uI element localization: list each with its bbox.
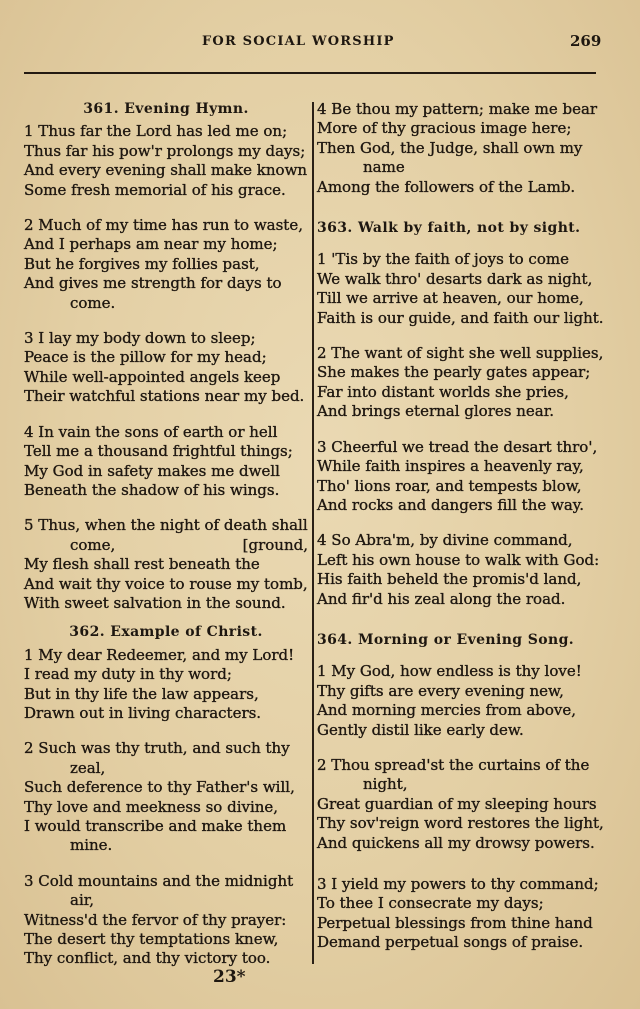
verse-line: Tell me a thousand frightful things; (24, 442, 293, 461)
stanza (317, 344, 603, 422)
verse-line: Thy conflict, and thy victory too. (24, 949, 271, 968)
verse-line: Far into distant worlds she pries, (317, 382, 569, 401)
running-title: FOR SOCIAL WORSHIP (202, 34, 395, 49)
stanza (24, 872, 308, 969)
verse-line: 2 Such was thy truth, and such thy (24, 739, 290, 758)
hymn-361 (24, 100, 308, 613)
verse-line-runover: name (363, 158, 405, 177)
runover-word: come, (70, 535, 116, 554)
stanza (317, 531, 603, 609)
header-rule (24, 72, 482, 74)
verse-line: 4 Be thou my pattern; make me bear (317, 100, 598, 118)
verse-line: Demand perpetual songs of praise. (317, 933, 584, 952)
running-head (0, 30, 640, 54)
verse-line: 2 The want of sight she well supplies, (317, 344, 604, 363)
verse-line: Gently distil like early dew. (317, 720, 524, 739)
hymn-363 (317, 219, 603, 609)
verse-line: Thy love and meekness so divine, (24, 797, 279, 816)
page-number: 269 (570, 32, 602, 50)
column-divider (312, 102, 314, 964)
hymn-title: 361. Evening Hymn. (83, 101, 249, 117)
stanza (24, 329, 308, 407)
verse-line: She makes the pearly gates appear; (317, 363, 591, 382)
verse-line: Perpetual blessings from thine hand (317, 913, 593, 932)
verse-line: 2 Thou spread'st the curtains of the (317, 755, 590, 774)
verse-line: And I perhaps am near my home; (24, 235, 278, 254)
verse-line-runover (24, 536, 308, 555)
verse-line: 1 My dear Redeemer, and my Lord! (24, 645, 295, 664)
verse-line-runover: night, (363, 775, 408, 794)
verse-line: Their watchful stations near my bed. (24, 387, 305, 406)
hymn-title: 362. Example of Christ. (69, 624, 263, 641)
verse-line: 4 So Abra'm, by divine command, (317, 531, 573, 550)
left-column (24, 100, 308, 985)
verse-line: 3 Cold mountains and the midnight (24, 871, 294, 890)
verse-line: And gives me strength for days to (24, 274, 282, 293)
verse-line: And quickens all my drowsy powers. (317, 833, 595, 852)
verse-line: Thus far his pow'r prolongs my days; (24, 141, 306, 160)
verse-line: And brings eternal glores near. (317, 402, 554, 421)
verse-line: Thy sov'reign word restores the light, (317, 814, 604, 833)
verse-line: Thy gifts are every evening new, (317, 681, 564, 700)
hymn-362 (24, 623, 308, 969)
verse-line-runover: zeal, (70, 758, 106, 777)
stanza (24, 423, 308, 501)
verse-line: Faith is our guide, and faith our light. (317, 308, 604, 327)
verse-line: 1 Thus far the Lord has led me on; (24, 122, 288, 141)
verse-line: 5 Thus, when the night of death shall (24, 516, 308, 535)
verse-line: And fir'd his zeal along the road. (317, 589, 566, 608)
verse-line: With sweet salvation in the sound. (24, 593, 286, 612)
verse-line: 3 I lay my body down to sleep; (24, 329, 256, 348)
verse-line: To thee I consecrate my days; (317, 894, 544, 913)
verse-line: Peace is the pillow for my head; (24, 348, 267, 367)
hymn-362-continued (317, 100, 603, 197)
runover-bracket: [ground, (242, 535, 308, 554)
verse-line: His faith beheld the promis'd land, (317, 570, 582, 589)
verse-line-runover: air, (70, 891, 95, 910)
verse-line: While faith inspires a heavenly ray, (317, 457, 584, 476)
stanza (24, 122, 308, 200)
verse-line: And every evening shall make known (24, 161, 308, 180)
verse-line: 1 My God, how endless is thy love! (317, 662, 582, 681)
stanza (24, 739, 308, 855)
signature-mark: 23* (213, 967, 246, 987)
verse-line: 2 Much of my time has run to waste, (24, 216, 303, 235)
stanza (317, 438, 603, 516)
verse-line: 3 Cheerful we tread the desart thro', (317, 437, 598, 456)
verse-line: More of thy gracious image here; (317, 119, 572, 138)
verse-line: While well-appointed angels keep (24, 367, 281, 386)
stanza (24, 216, 308, 313)
verse-line: My flesh shall rest beneath the (24, 555, 260, 574)
header-rule-end (480, 72, 596, 74)
stanza (24, 646, 308, 724)
verse-line: 3 I yield my powers to thy command; (317, 875, 599, 893)
hymn-title: 363. Walk by faith, not by sight. (317, 220, 581, 237)
verse-line: Beneath the shadow of his wings. (24, 480, 280, 499)
verse-line: And wait thy voice to rouse my tomb, (24, 574, 308, 593)
verse-line: But he forgives my follies past, (24, 254, 260, 273)
verse-line: We walk thro' desarts dark as night, (317, 269, 593, 288)
verse-line: The desert thy temptations knew, (24, 930, 279, 949)
stanza (317, 100, 603, 197)
verse-line: And morning mercies from above, (317, 701, 577, 720)
verse-line: Then God, the Judge, shall own my (317, 138, 583, 157)
verse-line: But in thy life the law appears, (24, 684, 259, 703)
verse-line-runover: mine. (70, 836, 113, 855)
verse-line: Such deference to thy Father's will, (24, 778, 295, 797)
verse-line: 4 In vain the sons of earth or hell (24, 422, 278, 441)
right-column (317, 100, 603, 969)
stanza (317, 875, 603, 953)
verse-line: Among the followers of the Lamb. (317, 177, 576, 196)
stanza (317, 662, 603, 740)
verse-line: Some fresh memorial of his grace. (24, 180, 286, 199)
hymn-title: 364. Morning or Evening Song. (317, 631, 575, 648)
hymn-364 (317, 631, 603, 953)
verse-line: Witness'd the fervor of thy prayer: (24, 910, 287, 929)
stanza (24, 516, 308, 613)
verse-line: 1 'Tis by the faith of joys to come (317, 250, 569, 269)
verse-line-runover: come. (70, 293, 116, 312)
verse-line: Till we arrive at heaven, our home, (317, 289, 584, 308)
verse-line: Great guardian of my sleeping hours (317, 794, 597, 813)
verse-line: Drawn out in living characters. (24, 703, 262, 722)
stanza (317, 756, 603, 853)
stanza (317, 250, 603, 328)
verse-line: Left his own house to walk with God: (317, 550, 600, 569)
verse-line: I read my duty in thy word; (24, 665, 232, 684)
verse-line: My God in safety makes me dwell (24, 461, 280, 480)
verse-line: Tho' lions roar, and tempests blow, (317, 476, 582, 495)
verse-line: And rocks and dangers fill the way. (317, 495, 585, 514)
verse-line: I would transcribe and make them (24, 817, 287, 835)
